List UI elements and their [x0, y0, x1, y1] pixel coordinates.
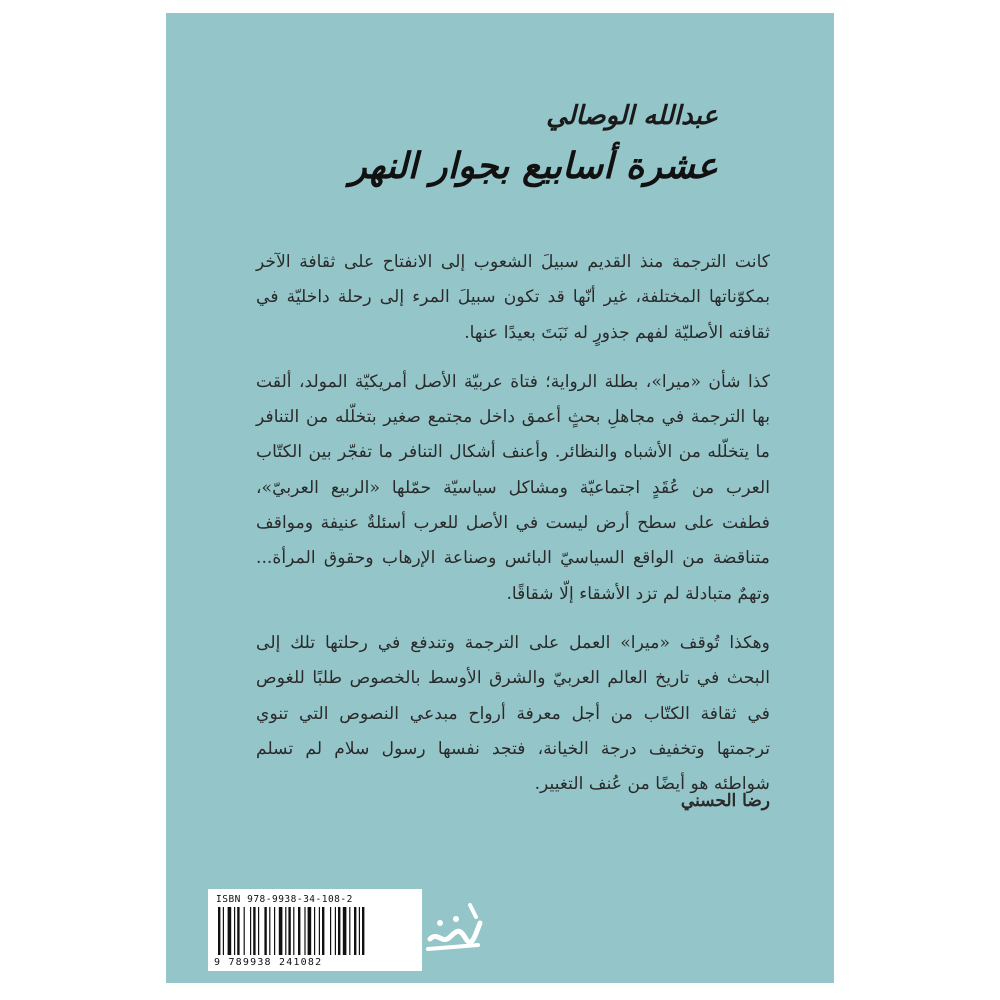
- blurb-signature: رضا الحسني: [680, 791, 770, 811]
- blurb-text: [256, 245, 770, 816]
- publisher-logo: [420, 893, 486, 965]
- barcode-digits: 9 789938 241082: [214, 957, 323, 968]
- blurb-paragraph-3: وهكذا تُوقف «ميرا» العمل على الترجمة وتندفع في رحلتها تلك إلى البحث في تاريخ العالم العربيّ والشرق الأوسط بالخصوص طلبًا للغوص في ثقافة الكتّاب من أجل معرفة أرواح مبدعي النصوص التي تنوي ترجمتها وتخفيف درجة الخيانة، فتجد نفسها رسول سلام لم تسلم شواطئه هو أيضًا من عُنف التغيير.: [256, 632, 770, 795]
- book-title: عشرة أسابيع بجوار النهر: [349, 145, 718, 187]
- isbn-barcode: [208, 889, 422, 971]
- isbn-label: ISBN 978-9938-34-108-2: [216, 894, 353, 905]
- back-cover: [166, 13, 834, 983]
- barcode-bars: [216, 907, 414, 957]
- blurb-paragraph-1: كانت الترجمة منذ القديم سبيلَ الشعوب إلى الانفتاح على ثقافة الآخر بمكوّناتها المختلفة، غير أنّها قد تكون سبيلَ المرء إلى رحلة داخليّة في ثقافته الأصليّة لفهم جذورٍ له نَبَتَ بعيدًا عنها.: [256, 252, 770, 343]
- author-name: عبدالله الوصالي: [546, 101, 718, 131]
- blurb-paragraph-2: كذا شأن «ميرا»، بطلة الرواية؛ فتاة عربيّة الأصل أمريكيّة المولد، ألقت بها الترجمة في مجاهلِ بحثٍ أعمق داخل مجتمع صغير بتخلّله من التنافر ما يتخلّله من الأشباه والنظائر. وأعنف أشكال التنافر ما تفجّر بين الكتّاب العرب من عُقَدٍ اجتماعيّة ومشاكل سياسيّة حمّلها «الربيع العربيّ»، فطفت على سطح أرض ليست في الأصل للعرب أسئلةٌ عنيفة ومواقف متناقضة من الواقع السياسيّ البائس وصناعة الإرهاب وحقوق المرأة... وتهمٌ متبادلة لم تزد الأشقاء إلّا شقاقًا.: [256, 371, 770, 604]
